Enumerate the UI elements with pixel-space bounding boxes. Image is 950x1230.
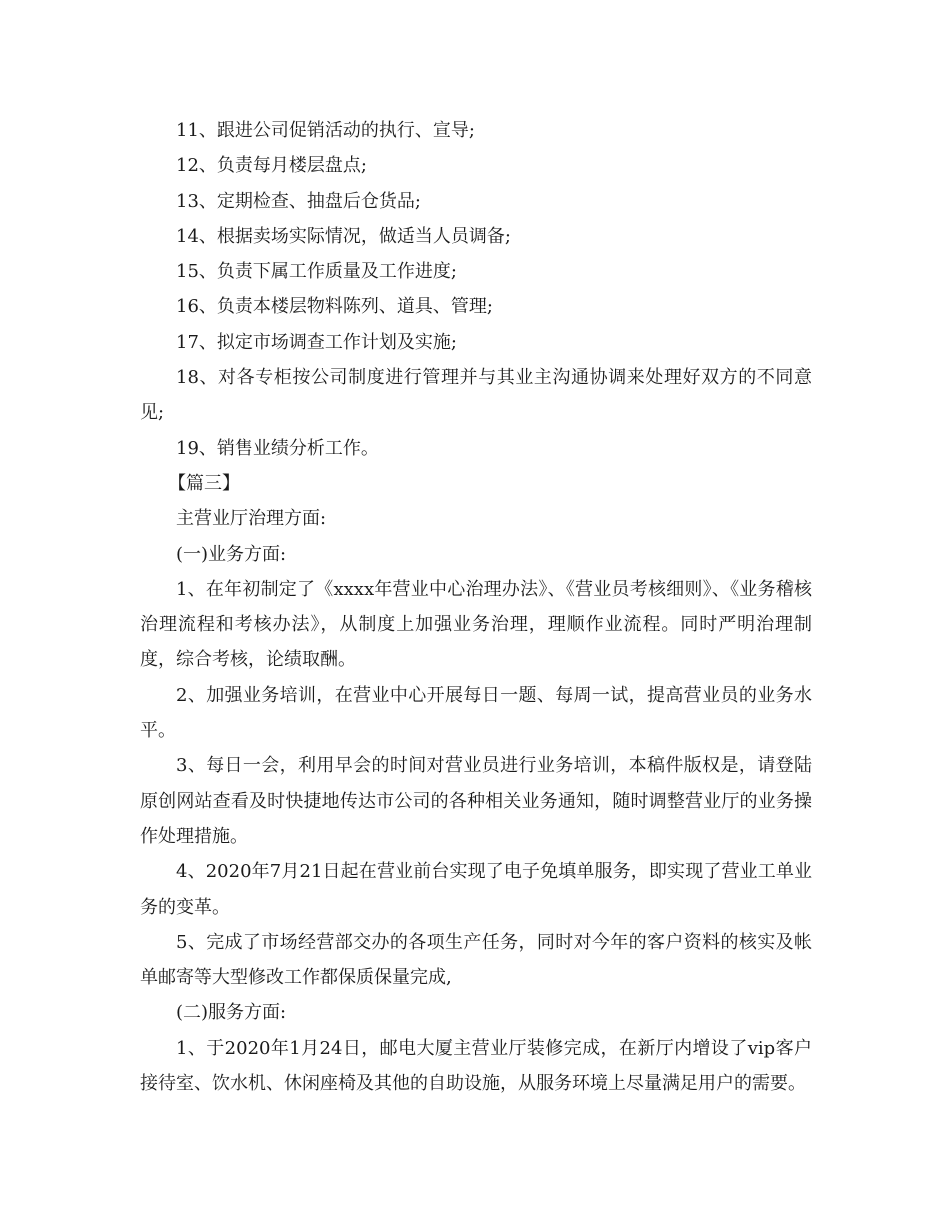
paragraph: 4、2020年7月21日起在营业前台实现了电子免填单服务，即实现了营业工单业务的变革。 xyxy=(140,861,812,918)
document-body xyxy=(140,113,812,1101)
paragraph: 2、加强业务培训，在营业中心开展每日一题、每周一试，提高营业员的业务水平。 xyxy=(140,684,812,742)
list-item-15: 15、负责下属工作质量及工作进度; xyxy=(176,261,457,283)
subsection-heading-business: (一)业务方面: xyxy=(176,543,287,565)
list-item-12: 12、负责每月楼层盘点; xyxy=(176,155,367,177)
paragraph: 1、于2020年1月24日，邮电大厦主营业厅装修完成，在新厅内增设了vip客户接待室、饮水机、休闲座椅及其他的自助设施，从服务环境上尽量满足用户的需要。 xyxy=(140,1037,812,1095)
list-item-19: 19、销售业绩分析工作。 xyxy=(176,437,379,459)
paragraph: 1、在年初制定了《xxxx年营业中心治理办法》、《营业员考核细则》、《业务稽核治理流程和考核办法》，从制度上加强业务治理，理顺作业流程。同时严明治理制度，综合考核，论绩取酬。 xyxy=(140,578,812,671)
list-item-17: 17、拟定市场调查工作计划及实施; xyxy=(176,331,457,353)
list-item-11: 11、跟进公司促销活动的执行、宣导; xyxy=(176,120,475,141)
section-heading: 【篇三】 xyxy=(168,472,240,494)
paragraph: 3、每日一会，利用早会的时间对营业员进行业务培训，本稿件版权是，请登陆原创网站查看及时快捷地传达市公司的各种相关业务通知，随时调整营业厅的业务操作处理措施。 xyxy=(140,755,812,847)
list-item-18: 18、对各专柜按公司制度进行管理并与其业主沟通协调来处理好双方的不同意见; xyxy=(140,367,812,424)
list-item-14: 14、根据卖场实际情况，做适当人员调备; xyxy=(176,225,511,247)
list-item-16: 16、负责本楼层物料陈列、道具、管理; xyxy=(176,296,493,318)
paragraph: 5、完成了市场经营部交办的各项生产任务，同时对今年的客户资料的核实及帐单邮寄等大型修改工作都保质保量完成, xyxy=(140,931,812,989)
list-item-13: 13、定期检查、抽盘后仓货品; xyxy=(176,190,421,212)
subsection-heading-service: (二)服务方面: xyxy=(176,1002,287,1024)
section-subtitle: 主营业厅治理方面: xyxy=(176,508,327,530)
